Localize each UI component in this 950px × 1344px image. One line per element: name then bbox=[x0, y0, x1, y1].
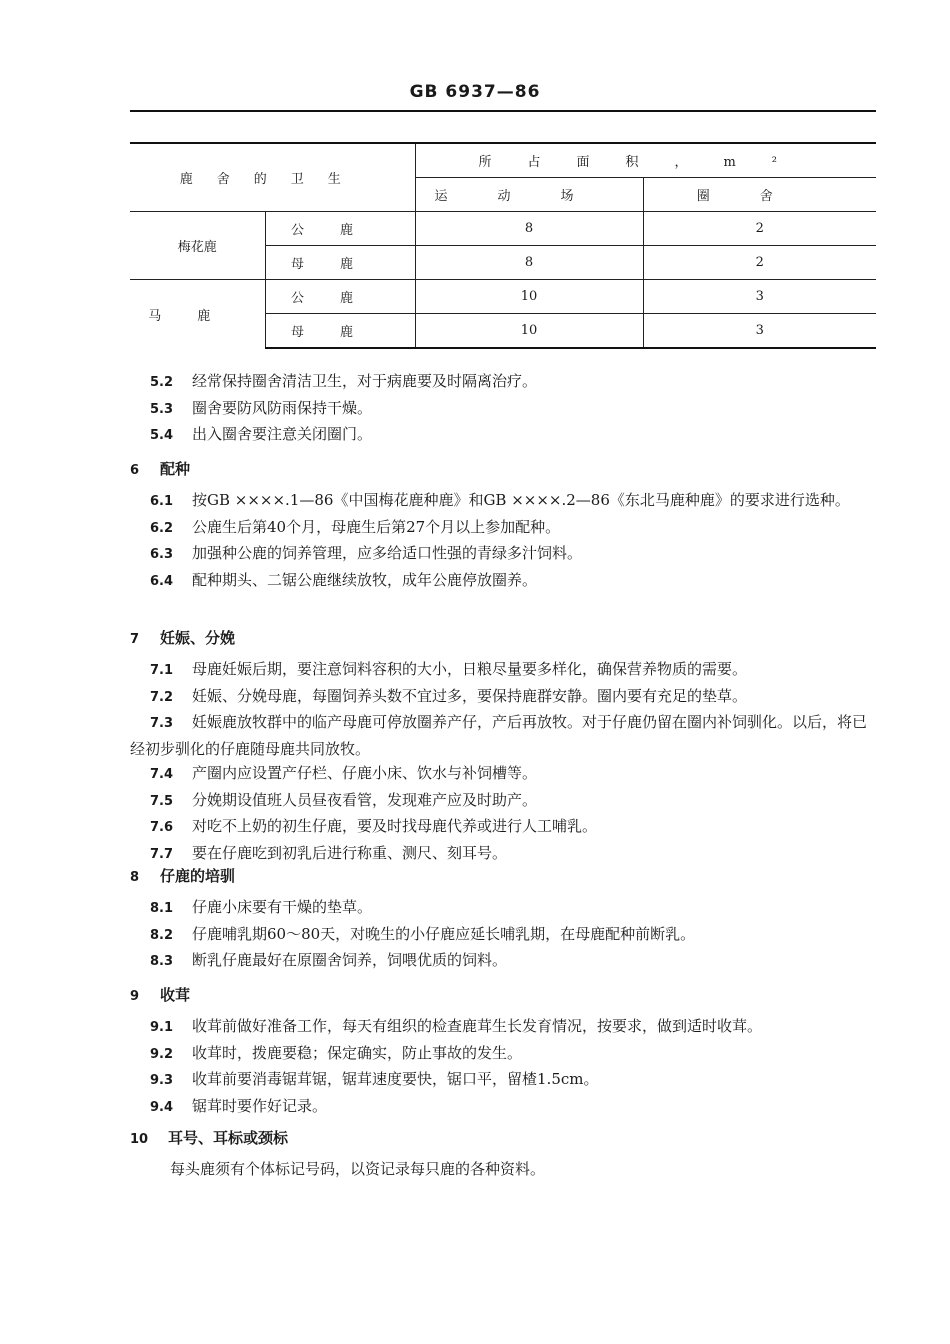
section-8-heading: 8 仔鹿的培驯 bbox=[130, 867, 236, 885]
clause: 5.3 圈舍要防风防雨保持干燥。 bbox=[150, 398, 373, 417]
section-10-body bbox=[130, 1157, 880, 1182]
clause: 7.7 要在仔鹿吃到初乳后进行称重、测尺、刻耳号。 bbox=[150, 843, 508, 862]
section-9-heading: 9 收茸 bbox=[130, 986, 191, 1004]
yard-cell: 8 bbox=[415, 246, 643, 280]
section-8-items bbox=[130, 895, 880, 975]
clause: 7.2 妊娠、分娩母鹿，每圈饲养头数不宜过多，要保持鹿群安静。圈内要有充足的垫草。 bbox=[150, 686, 748, 705]
table-area-header: 所占面积，m² bbox=[415, 143, 876, 178]
pen-cell: 2 bbox=[643, 212, 876, 246]
sex-cell: 母鹿 bbox=[265, 246, 415, 280]
clause: 6.4 配种期头、二锯公鹿继续放牧，成年公鹿停放圈养。 bbox=[150, 570, 538, 589]
table-col-yard: 运动场 bbox=[415, 178, 643, 212]
clause: 9.1 收茸前做好准备工作，每天有组织的检查鹿茸生长发育情况，按要求，做到适时收茸。 bbox=[150, 1017, 763, 1035]
section-6-heading: 6 配种 bbox=[130, 460, 191, 478]
clause: 8.3 断乳仔鹿最好在原圈舍饲养，饲喂优质的饲料。 bbox=[150, 951, 508, 969]
yard-cell: 8 bbox=[415, 212, 643, 246]
clause: 7.5 分娩期设值班人员昼夜看管，发现难产应及时助产。 bbox=[150, 790, 538, 809]
section-7-items bbox=[130, 657, 880, 867]
yard-cell: 10 bbox=[415, 314, 643, 349]
table-col-pen: 圈舍 bbox=[643, 178, 876, 212]
pen-cell: 2 bbox=[643, 246, 876, 280]
section-5-items bbox=[130, 369, 880, 449]
table-corner-label: 鹿舍的卫生 bbox=[130, 143, 415, 212]
pen-cell: 3 bbox=[643, 280, 876, 314]
clause: 8.1 仔鹿小床要有干燥的垫草。 bbox=[150, 898, 373, 916]
pen-cell: 3 bbox=[643, 314, 876, 349]
clause: 6.3 加强种公鹿的饲养管理，应多给适口性强的青绿多汁饲料。 bbox=[150, 544, 583, 562]
clause: 7.3 妊娠鹿放牧群中的临产母鹿可停放圈养产仔，产后再放牧。对于仔鹿仍留在圈内补饲驯化。以后，将已经初步驯化的仔鹿随母鹿共同放牧。 bbox=[130, 713, 868, 758]
group-name: 梅花鹿 bbox=[130, 212, 265, 280]
clause: 9.4 锯茸时要作好记录。 bbox=[150, 1096, 328, 1115]
clause: 6.1 按GB ××××.1—86《中国梅花鹿种鹿》和GB ××××.2—86《东北马鹿种鹿》的要求进行选种。 bbox=[150, 491, 850, 509]
section-7-heading: 7 妊娠、分娩 bbox=[130, 629, 236, 647]
clause: 5.2 经常保持圈舍清洁卫生，对于病鹿要及时隔离治疗。 bbox=[150, 372, 538, 390]
standard-number: GB 6937—86 bbox=[409, 82, 541, 102]
header-rule bbox=[130, 110, 876, 112]
clause: 9.3 收茸前要消毒锯茸锯，锯茸速度要快，锯口平，留楂1.5cm。 bbox=[150, 1070, 599, 1088]
clause: 7.6 对吃不上奶的初生仔鹿，要及时找母鹿代养或进行人工哺乳。 bbox=[150, 817, 598, 835]
sex-cell: 公鹿 bbox=[265, 212, 415, 246]
table-row bbox=[130, 212, 876, 246]
clause: 9.2 收茸时，拨鹿要稳；保定确实，防止事故的发生。 bbox=[150, 1043, 523, 1062]
clause: 5.4 出入圈舍要注意关闭圈门。 bbox=[150, 425, 373, 443]
clause: 7.1 母鹿妊娠后期，要注意饲料容积的大小，日粮尽量要多样化，确保营养物质的需要。 bbox=[150, 660, 748, 678]
section-10-heading: 10 耳号、耳标或颈标 bbox=[130, 1129, 289, 1147]
area-table bbox=[130, 142, 876, 349]
clause: 8.2 仔鹿哺乳期60～80天，对晚生的小仔鹿应延长哺乳期，在母鹿配种前断乳。 bbox=[150, 924, 696, 943]
section-6-items bbox=[130, 488, 880, 594]
sex-cell: 公鹿 bbox=[265, 280, 415, 314]
clause: 6.2 公鹿生后第40个月，母鹿生后第27个月以上参加配种。 bbox=[150, 517, 561, 536]
paragraph: 每头鹿须有个体标记号码，以资记录每只鹿的各种资料。 bbox=[170, 1160, 546, 1178]
table-row bbox=[130, 280, 876, 314]
group-name: 马鹿 bbox=[130, 280, 265, 349]
sex-cell: 母鹿 bbox=[265, 314, 415, 349]
yard-cell: 10 bbox=[415, 280, 643, 314]
section-9-items bbox=[130, 1014, 880, 1120]
clause: 7.4 产圈内应设置产仔栏、仔鹿小床、饮水与补饲槽等。 bbox=[150, 764, 538, 782]
